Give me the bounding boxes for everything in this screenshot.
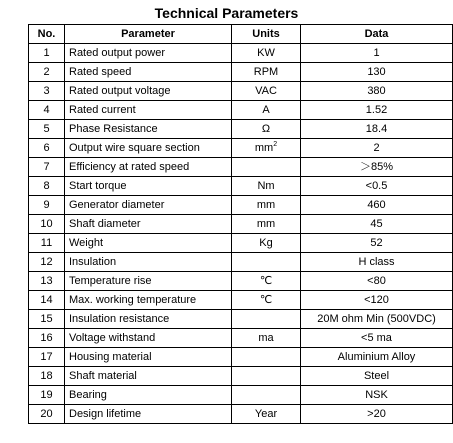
parameters-table: [28, 24, 453, 424]
row-number: 10: [29, 215, 65, 234]
parameter-units: Kg: [232, 234, 301, 253]
row-number: 12: [29, 253, 65, 272]
header-row: [29, 25, 453, 44]
parameter-value: Aluminium Alloy: [301, 348, 453, 367]
parameter-name: Generator diameter: [65, 196, 232, 215]
parameter-value: <120: [301, 291, 453, 310]
column-header-data: Data: [301, 25, 453, 44]
table-row: [29, 405, 453, 424]
row-number: 13: [29, 272, 65, 291]
row-number: 14: [29, 291, 65, 310]
row-number: 15: [29, 310, 65, 329]
parameter-units: ℃: [232, 291, 301, 310]
parameter-units: VAC: [232, 82, 301, 101]
parameter-value: NSK: [301, 386, 453, 405]
row-number: 2: [29, 63, 65, 82]
parameter-name: Voltage withstand: [65, 329, 232, 348]
row-number: 16: [29, 329, 65, 348]
parameter-units: RPM: [232, 63, 301, 82]
row-number: 11: [29, 234, 65, 253]
parameter-value: ＞85%: [301, 158, 453, 177]
units-superscript: 2: [273, 141, 278, 148]
parameter-name: Rated speed: [65, 63, 232, 82]
column-header-no: No.: [29, 25, 65, 44]
table-row: [29, 367, 453, 386]
parameter-value: 1: [301, 44, 453, 63]
table-row: [29, 272, 453, 291]
row-number: 9: [29, 196, 65, 215]
row-number: 7: [29, 158, 65, 177]
table-row: [29, 291, 453, 310]
parameter-value: 460: [301, 196, 453, 215]
table-row: [29, 82, 453, 101]
parameter-name: Phase Resistance: [65, 120, 232, 139]
table-row: [29, 329, 453, 348]
parameter-name: Output wire square section: [65, 139, 232, 158]
parameter-value: 20M ohm Min (500VDC): [301, 310, 453, 329]
parameter-name: Weight: [65, 234, 232, 253]
parameter-value: <5 ma: [301, 329, 453, 348]
table-body: [29, 44, 453, 424]
parameter-units: [232, 139, 301, 158]
parameter-units: [232, 348, 301, 367]
parameter-units: Nm: [232, 177, 301, 196]
parameter-name: Shaft material: [65, 367, 232, 386]
parameter-value: <0.5: [301, 177, 453, 196]
parameter-value: H class: [301, 253, 453, 272]
row-number: 6: [29, 139, 65, 158]
parameter-value: <80: [301, 272, 453, 291]
parameter-value: 130: [301, 63, 453, 82]
row-number: 5: [29, 120, 65, 139]
parameter-units: [232, 386, 301, 405]
parameter-units: ℃: [232, 272, 301, 291]
table-row: [29, 386, 453, 405]
table-row: [29, 196, 453, 215]
parameter-name: Efficiency at rated speed: [65, 158, 232, 177]
parameter-units: [232, 367, 301, 386]
parameter-value: 2: [301, 139, 453, 158]
column-header-units: Units: [232, 25, 301, 44]
row-number: 1: [29, 44, 65, 63]
parameter-name: Rated current: [65, 101, 232, 120]
parameter-units: [232, 158, 301, 177]
parameter-units: Year: [232, 405, 301, 424]
row-number: 17: [29, 348, 65, 367]
parameter-units: mm: [232, 196, 301, 215]
column-header-parameter: Parameter: [65, 25, 232, 44]
table-row: [29, 44, 453, 63]
table-row: [29, 348, 453, 367]
parameter-units: [232, 310, 301, 329]
parameter-name: Insulation: [65, 253, 232, 272]
table-row: [29, 120, 453, 139]
table-header: [29, 25, 453, 44]
parameter-units: mm: [232, 215, 301, 234]
row-number: 8: [29, 177, 65, 196]
parameter-value: Steel: [301, 367, 453, 386]
parameter-name: Insulation resistance: [65, 310, 232, 329]
parameter-value: 18.4: [301, 120, 453, 139]
parameter-name: Rated output power: [65, 44, 232, 63]
table-row: [29, 310, 453, 329]
table-row: [29, 63, 453, 82]
parameter-name: Housing material: [65, 348, 232, 367]
parameter-value: 45: [301, 215, 453, 234]
row-number: 4: [29, 101, 65, 120]
row-number: 3: [29, 82, 65, 101]
table-row: [29, 215, 453, 234]
page-title: Technical Parameters: [154, 5, 299, 21]
table-row: [29, 177, 453, 196]
parameter-units: ma: [232, 329, 301, 348]
parameter-value: >20: [301, 405, 453, 424]
parameter-units: KW: [232, 44, 301, 63]
table-row: [29, 234, 453, 253]
row-number: 20: [29, 405, 65, 424]
parameter-name: Rated output voltage: [65, 82, 232, 101]
table-row: [29, 139, 453, 158]
units-base: mm: [254, 142, 274, 154]
parameter-units: Ω: [232, 120, 301, 139]
parameter-name: Design lifetime: [65, 405, 232, 424]
parameter-name: Temperature rise: [65, 272, 232, 291]
parameter-units: A: [232, 101, 301, 120]
parameter-name: Max. working temperature: [65, 291, 232, 310]
parameter-value: 52: [301, 234, 453, 253]
parameter-units: [232, 253, 301, 272]
parameter-value: 1.52: [301, 101, 453, 120]
parameter-name: Start torque: [65, 177, 232, 196]
row-number: 18: [29, 367, 65, 386]
table-row: [29, 253, 453, 272]
table-row: [29, 158, 453, 177]
table-row: [29, 101, 453, 120]
parameter-value: 380: [301, 82, 453, 101]
parameter-name: Shaft diameter: [65, 215, 232, 234]
parameter-name: Bearing: [65, 386, 232, 405]
row-number: 19: [29, 386, 65, 405]
